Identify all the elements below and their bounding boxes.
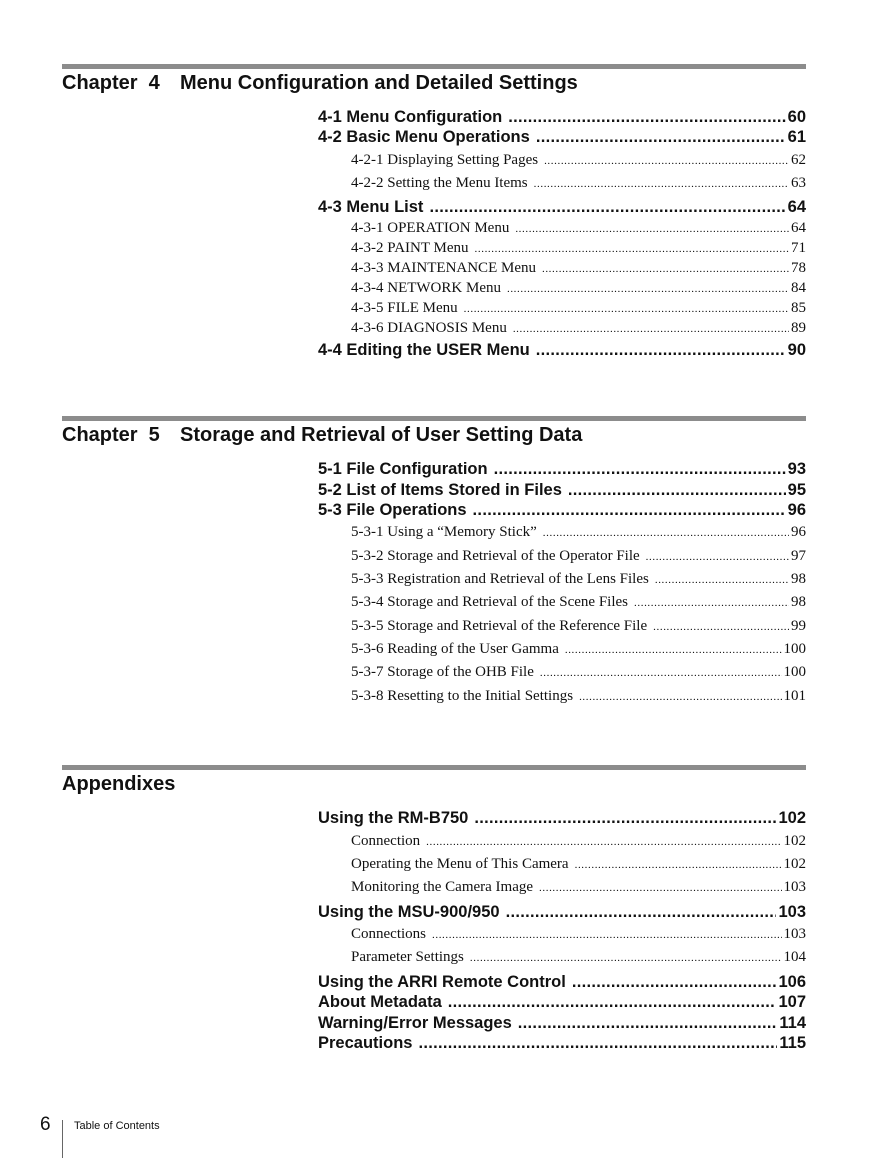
toc-entry-title: 4-3-2 PAINT Menu [351,240,469,256]
toc-page-number: 103 [783,926,806,942]
dot-leader [470,949,782,966]
dot-leader [513,320,789,337]
toc-section-entry[interactable] [318,903,806,922]
dot-leader [543,524,789,541]
dot-leader [506,903,777,922]
toc-page-number: 96 [787,501,806,519]
toc-entry-title: 5-2 List of Items Stored in Files [318,481,562,499]
toc-page-number: 64 [787,198,806,216]
toc-entry-title: Using the MSU-900/950 [318,903,500,921]
dot-leader [539,879,781,896]
toc-page-number: 100 [783,664,806,680]
toc-subsection-entry[interactable] [318,152,806,169]
toc-entry-title: 4-3-6 DIAGNOSIS Menu [351,320,507,336]
dot-leader [508,108,785,127]
dot-leader [646,548,789,565]
toc-subsection-entry[interactable] [318,220,806,237]
toc-entry-title: 4-4 Editing the USER Menu [318,341,530,359]
toc-entry-title: 5-3-8 Resetting to the Initial Settings [351,688,574,704]
toc-entry-title: 4-3-5 FILE Menu [351,300,458,316]
toc-entry-title: 5-3-3 Registration and Retrieval of the Lens Files [351,571,649,587]
toc-section-entry[interactable] [318,341,806,360]
toc-page-number: 71 [791,240,806,256]
toc-section-entry[interactable] [318,1034,806,1053]
toc-page-number: 98 [791,571,806,587]
appendixes-header [62,765,806,796]
dot-leader [448,993,777,1012]
toc-entry-title: 5-3-5 Storage and Retrieval of the Reference File [351,618,648,634]
toc-subsection-entry[interactable] [318,524,806,541]
chapter-label: Chapter 4 [62,72,160,94]
toc-entry-title: 4-3-4 NETWORK Menu [351,280,501,296]
toc-subsection-entry[interactable] [318,618,806,635]
section-rule [62,64,806,69]
toc-entry-title: Using the RM-B750 [318,809,469,827]
toc-page-number: 114 [779,1014,806,1032]
dot-leader [540,664,782,681]
dot-leader [418,1034,777,1053]
toc-entry-title: 4-2-1 Displaying Setting Pages [351,152,539,168]
toc-section-entry[interactable] [318,198,806,217]
chapter-5-heading [62,423,806,447]
toc-subsection-entry[interactable] [318,300,806,317]
toc-section-entry[interactable] [318,128,806,147]
dot-leader [474,809,776,828]
toc-section-entry[interactable] [318,973,806,992]
toc-page-number: 115 [779,1034,806,1052]
toc-entry-title: 5-3-2 Storage and Retrieval of the Operator File [351,548,640,564]
toc-page-number: 63 [791,175,806,191]
dot-leader [572,973,777,992]
dot-leader [544,152,789,169]
toc-page-number: 98 [791,594,806,610]
toc-page-number: 60 [787,108,806,126]
toc-subsection-entry[interactable] [318,320,806,337]
toc-page-number: 64 [791,220,806,236]
dot-leader [464,300,789,317]
toc-subsection-entry[interactable] [318,688,806,705]
toc-subsection-entry[interactable] [318,856,806,873]
dot-leader [426,833,781,850]
toc-page-number: 62 [791,152,806,168]
toc-entry-title: Using the ARRI Remote Control [318,973,566,991]
toc-section-entry[interactable] [318,108,806,127]
toc-page-number: 93 [787,460,806,478]
toc-entry-title: Operating the Menu of This Camera [351,856,569,872]
toc-subsection-entry[interactable] [318,833,806,850]
dot-leader [475,240,789,257]
toc-subsection-entry[interactable] [318,879,806,896]
toc-section-entry[interactable] [318,993,806,1012]
toc-entry-title: Connections [351,926,426,942]
toc-entry-title: 5-3-7 Storage of the OHB File [351,664,534,680]
toc-entry-title: 4-1 Menu Configuration [318,108,503,126]
toc-entry-title: 5-3 File Operations [318,501,467,519]
page-number: 6 [40,1114,51,1135]
toc-entry-title: About Metadata [318,993,442,1011]
toc-page-number: 84 [791,280,806,296]
dot-leader [568,481,786,500]
appendixes-heading [62,772,806,796]
toc-entry-title: 5-1 File Configuration [318,460,488,478]
toc-entry-title: Precautions [318,1034,413,1052]
dot-leader [579,688,781,705]
toc-page-number: 102 [778,809,806,827]
toc-page-number: 95 [787,481,806,499]
toc-entry-title: 4-2-2 Setting the Menu Items [351,175,528,191]
toc-subsection-entry[interactable] [318,926,806,943]
toc-section-entry[interactable] [318,1014,806,1033]
toc-page-number: 107 [778,993,806,1011]
toc-subsection-entry[interactable] [318,664,806,681]
toc-subsection-entry[interactable] [318,949,806,966]
toc-entry-title: Connection [351,833,421,849]
dot-leader [542,260,789,277]
toc-section-entry[interactable] [318,501,806,520]
chapter-label: Chapter 5 [62,424,160,446]
dot-leader [655,571,789,588]
toc-page-number: 90 [787,341,806,359]
toc-subsection-entry[interactable] [318,280,806,297]
toc-entry-title: 5-3-6 Reading of the User Gamma [351,641,559,657]
toc-page-number: 85 [791,300,806,316]
toc-section-entry[interactable] [318,809,806,828]
toc-section-entry[interactable] [318,460,806,479]
toc-entry-title: Parameter Settings [351,949,464,965]
toc-subsection-entry[interactable] [318,260,806,277]
toc-page-number: 106 [778,973,806,991]
toc-page-number: 78 [791,260,806,276]
toc-entry-title: 4-3 Menu List [318,198,424,216]
toc-page-number: 100 [783,641,806,657]
toc-subsection-entry[interactable] [318,240,806,257]
section-rule [62,416,806,421]
toc-subsection-entry[interactable] [318,571,806,588]
dot-leader [494,460,786,479]
toc-page-number: 104 [783,949,806,965]
chapter-4-heading [62,71,806,95]
toc-section-entry[interactable] [318,481,806,500]
dot-leader [432,926,782,943]
chapter-4-header [62,64,806,95]
toc-page-number: 96 [791,524,806,540]
toc-entry-title: 4-3-1 OPERATION Menu [351,220,510,236]
toc-entry-title: 5-3-4 Storage and Retrieval of the Scene Files [351,594,629,610]
toc-page-number: 97 [791,548,806,564]
dot-leader [536,341,786,360]
toc-entry-title: Warning/Error Messages [318,1014,512,1032]
toc-page-number: 103 [783,879,806,895]
footer-divider [62,1120,63,1158]
dot-leader [565,641,782,658]
dot-leader [575,856,782,873]
toc-page-number: 61 [787,128,806,146]
toc-page-number: 101 [783,688,806,704]
dot-leader [429,198,785,217]
toc-subsection-entry[interactable] [318,548,806,565]
toc-page-number: 102 [783,833,806,849]
toc-subsection-entry[interactable] [318,175,806,192]
dot-leader [534,175,789,192]
dot-leader [507,280,789,297]
dot-leader [515,220,789,237]
toc-entry-title: 4-3-3 MAINTENANCE Menu [351,260,536,276]
section-rule [62,765,806,770]
chapter-title: Appendixes [62,773,176,795]
toc-entry-title: Monitoring the Camera Image [351,879,534,895]
toc-page-number: 102 [783,856,806,872]
chapter-title: Storage and Retrieval of User Setting Data [180,424,583,446]
toc-page-number: 89 [791,320,806,336]
toc-page-number: 103 [778,903,806,921]
dot-leader [634,594,789,611]
toc-subsection-entry[interactable] [318,594,806,611]
dot-leader [473,501,786,520]
dot-leader [536,128,786,147]
toc-entry-title: 5-3-1 Using a “Memory Stick” [351,524,537,540]
toc-subsection-entry[interactable] [318,641,806,658]
dot-leader [653,618,789,635]
chapter-5-header [62,416,806,447]
dot-leader [518,1014,778,1033]
running-title: Table of Contents [74,1120,160,1132]
chapter-title: Menu Configuration and Detailed Settings [180,72,578,94]
toc-page-number: 99 [791,618,806,634]
toc-entry-title: 4-2 Basic Menu Operations [318,128,530,146]
